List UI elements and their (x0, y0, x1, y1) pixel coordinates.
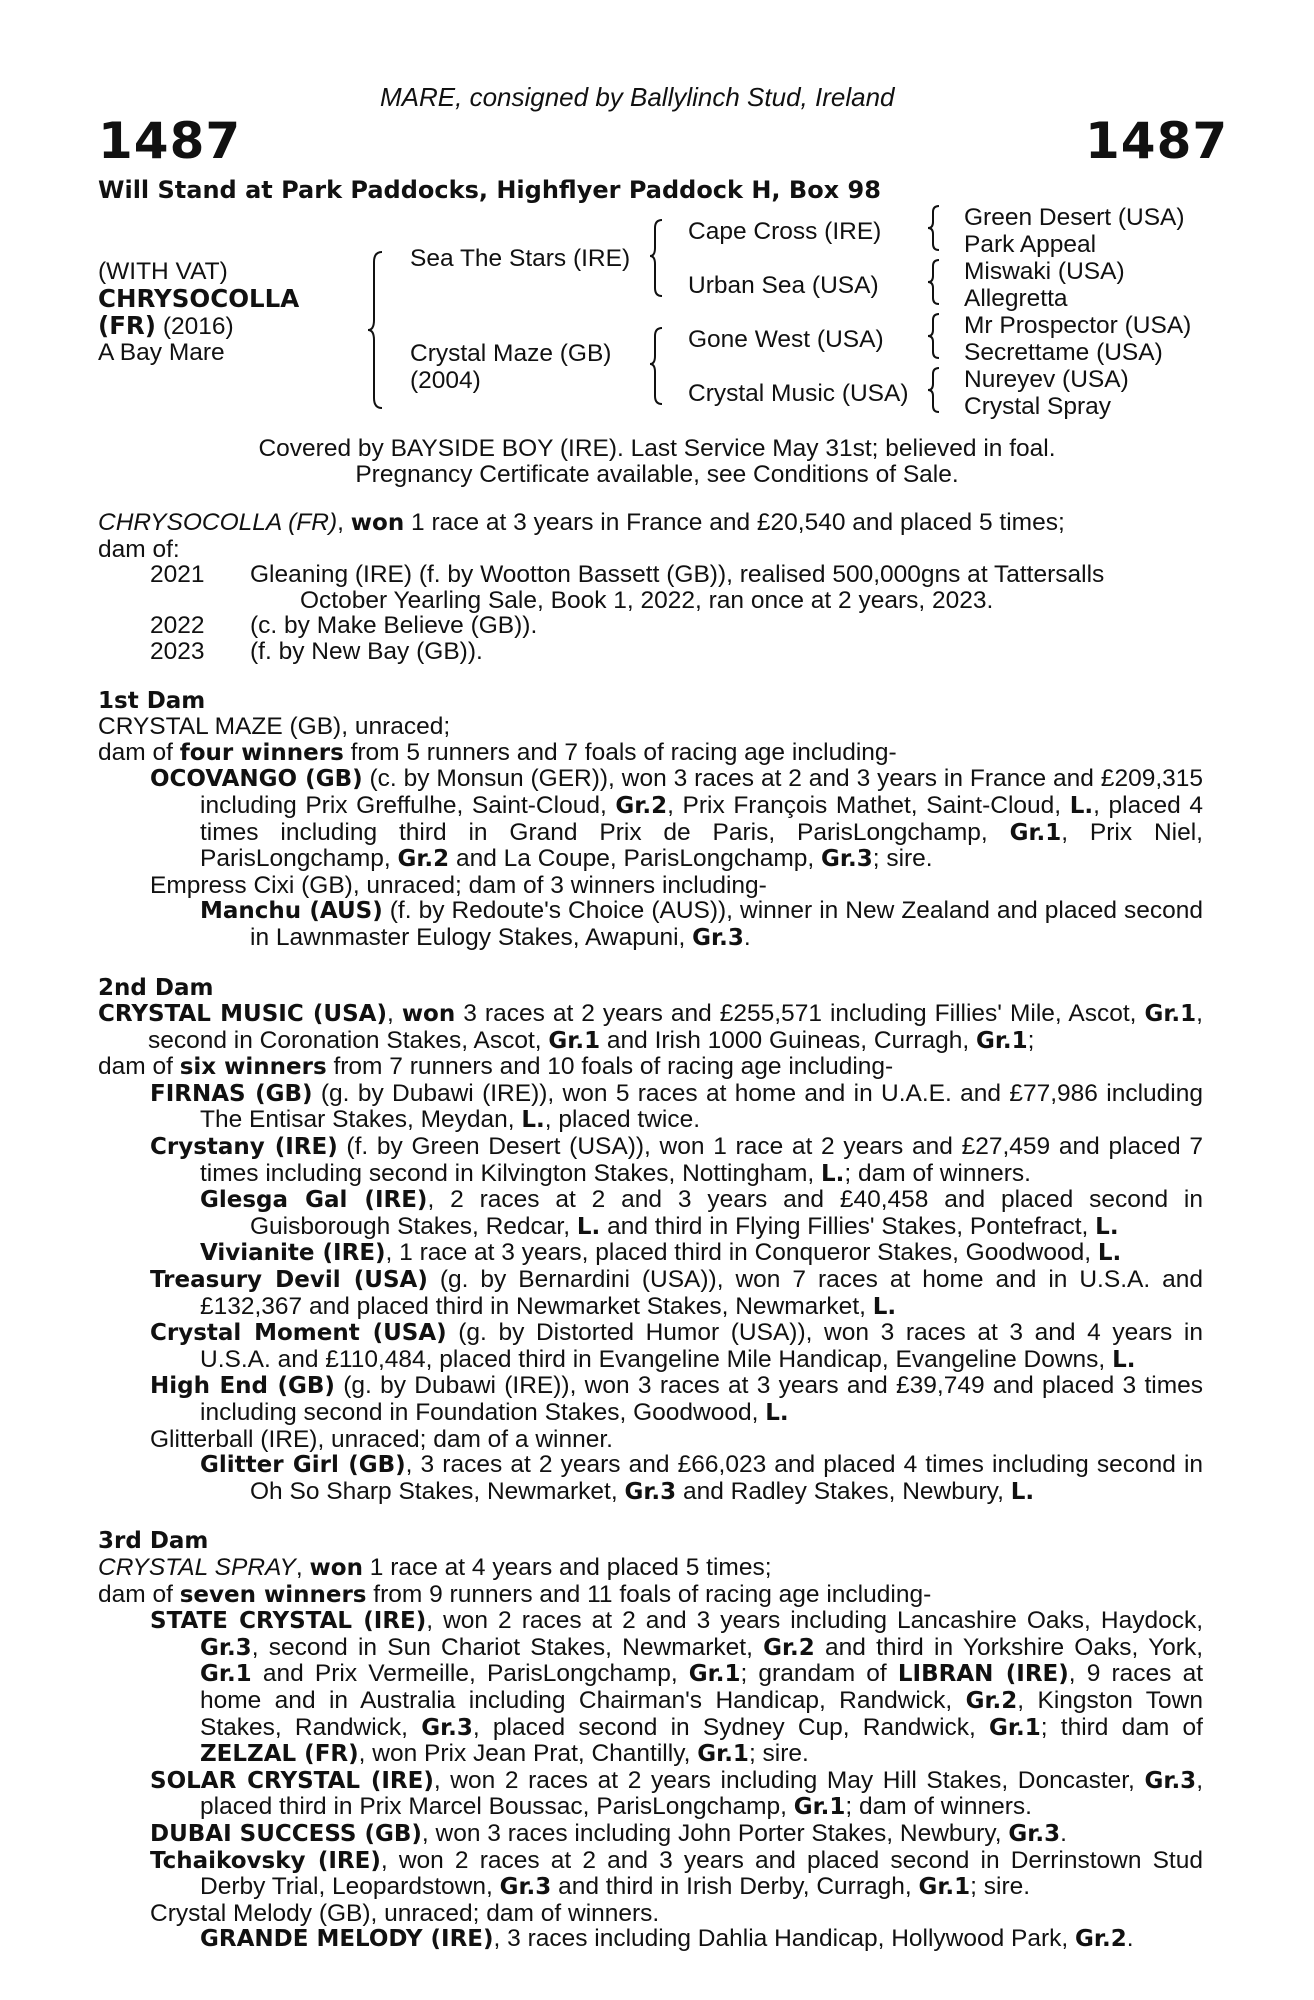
foal-2021: 2021 Gleaning (IRE) (f. by Wootton Bassett (GB)), realised 500,000gns at Tattersalls October Yearling Sale, Book 1, 2022, ran once at 2 years, 2023. (150, 561, 1105, 614)
granddam-2: Crystal Music (USA) (688, 380, 909, 407)
pedigree-bracket-dam (650, 326, 668, 406)
entry-firnas: FIRNAS (GB) (g. by Dubawi (IRE)), won 5 races at home and in U.A.E. and £77,986 including The Entisar Stakes, Meydan, L., placed twice. (150, 1079, 1203, 1134)
entry-state-crystal: STATE CRYSTAL (IRE), won 2 races at 2 and 3 years including Lancashire Oaks, Haydock, Gr.3, second in Sun Chariot Stakes, Newmarket, Gr.2 and third in Yorkshire Oaks, York, Gr.1 and Prix Vermeille, ParisLongchamp, Gr.1; grandam of LIBRAN (IRE), 9 races at home and in Australia including Chairman's Handicap, Randwick, Gr.2, Kingston Town Stakes, Randwick, Gr.3, placed second in Sydney Cup, Randwick, Gr.1; third dam of ZELZAL (FR), won Prix Jean Prat, Chantilly, Gr.1; sire. (150, 1607, 1204, 1768)
entry-ocovango: OCOVANGO (GB) (c. by Monsun (GER)), won 3 races at 2 and 3 years in France and £209,315 including Prix Greffulhe, Saint-Cloud, Gr.2, Prix François Mathet, Saint-Cloud, L., placed 4 times including third in Grand Prix de Paris, ParisLongchamp, Gr.1, Prix Niel, ParisLongchamp, Gr.2 and La Coupe, ParisLongchamp, Gr.3; sire. (150, 765, 1203, 873)
second-dam-produce: dam of six winners from 7 runners and 10 foals of racing age including- (98, 1053, 894, 1081)
entry-glitterball: Glitterball (IRE), unraced; dam of a winner. (150, 1425, 613, 1453)
entry-crystal-moment: Crystal Moment (USA) (g. by Distorted Humor (USA)), won 3 races at 3 and 4 years in U.S.A. and £110,484, placed third in Evangeline Mile Handicap, Evangeline Downs, L. (150, 1319, 1203, 1373)
grandsire-1: Cape Cross (IRE) (688, 218, 882, 245)
entry-manchu: Manchu (AUS) (f. by Redoute's Choice (AUS)), winner in New Zealand and placed second in Lawnmaster Eulogy Stakes, Awapuni, Gr.3. (200, 897, 1203, 951)
dam-year: (2004) (410, 367, 481, 394)
pedigree-bracket-g3 (928, 312, 944, 360)
vat-note: (WITH VAT) (98, 258, 228, 285)
covering-line-1: Covered by BAYSIDE BOY (IRE). Last Service May 31st; believed in foal. (258, 435, 1056, 462)
entry-crystal-melody: Crystal Melody (GB), unraced; dam of winners. (150, 1899, 660, 1927)
consignment-line: MARE, consigned by Ballylinch Stud, Ireland (380, 82, 895, 112)
pedigree-bracket-g2 (928, 258, 944, 306)
second-dam-heading: 2nd Dam (98, 974, 214, 1001)
pedigree-bracket-g4 (928, 366, 944, 414)
ancestor-4: Allegretta (964, 285, 1068, 312)
ancestor-7: Nureyev (USA) (964, 366, 1129, 393)
foal-2022: 2022 (c. by Make Believe (GB)). (150, 612, 538, 640)
third-dam-produce: dam of seven winners from 9 runners and 11 foals of racing age including- (98, 1580, 932, 1608)
entry-crystany: Crystany (IRE) (f. by Green Desert (USA)), won 1 race at 2 years and £27,459 and placed 7 times including second in Kilvington Stakes, Nottingham, L.; dam of winners. (150, 1133, 1203, 1187)
produce-dam-of: dam of: (98, 535, 180, 563)
foal-2023: 2023 (f. by New Bay (GB)). (150, 637, 483, 665)
ancestor-5: Mr Prospector (USA) (964, 312, 1192, 339)
produce-record: CHRYSOCOLLA (FR), won 1 race at 3 years in France and £20,540 and placed 5 times; (98, 509, 1065, 536)
entry-crystal-spray: CRYSTAL SPRAY, won 1 race at 4 years and placed 5 times; (98, 1553, 772, 1581)
entry-glesga-gal: Glesga Gal (IRE), 2 races at 2 and 3 years and £40,458 and placed second in Guisborough Stakes, Redcar, L. and third in Flying Fillies' Stakes, Pontefract, L. (200, 1186, 1204, 1240)
horse-description: A Bay Mare (98, 339, 225, 366)
horse-origin-year (98, 312, 234, 340)
horse-origin: (FR) (98, 311, 156, 340)
first-dam-line: CRYSTAL MAZE (GB), unraced; (98, 713, 451, 741)
catalogue-body (98, 510, 1203, 1953)
first-dam-produce: dam of four winners from 5 runners and 7 foals of racing age including- (98, 738, 897, 766)
entry-glitter-girl: Glitter Girl (GB), 3 races at 2 years and £66,023 and placed 4 times including second in Oh So Sharp Stakes, Newmarket, Gr.3 and Radley Stakes, Newbury, L. (200, 1451, 1204, 1505)
entry-high-end: High End (GB) (g. by Dubawi (IRE)), won 3 races at 3 years and £39,749 and placed 3 times including second in Foundation Stakes, Goodwood, L. (150, 1372, 1203, 1426)
lot-number-right: 1487 (1085, 112, 1229, 170)
first-dam-heading: 1st Dam (98, 687, 206, 714)
ancestor-3: Miswaki (USA) (964, 258, 1125, 285)
stand-location: Will Stand at Park Paddocks, Highflyer Paddock H, Box 98 (98, 176, 881, 204)
ancestor-8: Crystal Spray (964, 393, 1112, 420)
entry-grande-melody: GRANDE MELODY (IRE), 3 races including Dahlia Handicap, Hollywood Park, Gr.2. (200, 1925, 1134, 1953)
dam-name: Crystal Maze (GB) (410, 340, 612, 367)
grandsire-2: Gone West (USA) (688, 326, 884, 353)
ancestor-6: Secrettame (USA) (964, 339, 1163, 366)
horse-name: CHRYSOCOLLA (98, 284, 300, 313)
ancestor-1: Green Desert (USA) (964, 204, 1185, 231)
sire-name: Sea The Stars (IRE) (410, 245, 631, 272)
pedigree-bracket-g1 (928, 204, 944, 252)
ancestor-2: Park Appeal (964, 231, 1097, 258)
granddam-1: Urban Sea (USA) (688, 272, 879, 299)
third-dam-heading: 3rd Dam (98, 1528, 209, 1555)
entry-treasury-devil: Treasury Devil (USA) (g. by Bernardini (USA)), won 7 races at home and in U.S.A. and £132,367 and placed third in Newmarket Stakes, Newmarket, L. (150, 1266, 1204, 1320)
entry-vivianite: Vivianite (IRE), 1 race at 3 years, placed third in Conqueror Stakes, Goodwood, L. (200, 1239, 1122, 1267)
horse-year: (2016) (162, 313, 234, 340)
pedigree-bracket-sire (650, 218, 668, 298)
entry-empress-cixi: Empress Cixi (GB), unraced; dam of 3 winners including- (150, 871, 767, 899)
entry-solar-crystal: SOLAR CRYSTAL (IRE), won 2 races at 2 years including May Hill Stakes, Doncaster, Gr.3, placed third in Prix Marcel Boussac, ParisLongchamp, Gr.1; dam of winners. (150, 1766, 1203, 1821)
entry-dubai-success: DUBAI SUCCESS (GB), won 3 races including John Porter Stakes, Newbury, Gr.3. (150, 1819, 1067, 1847)
covering-line-2: Pregnancy Certificate available, see Conditions of Sale. (355, 461, 959, 488)
entry-crystal-music: CRYSTAL MUSIC (USA), won 3 races at 2 years and £255,571 including Fillies' Mile, Ascot, Gr.1, second in Coronation Stakes, Ascot, Gr.1 and Irish 1000 Guineas, Curragh, Gr.1; (98, 1000, 1203, 1054)
entry-tchaikovsky: Tchaikovsky (IRE), won 2 races at 2 and 3 years and placed second in Derrinstown Stud Derby Trial, Leopardstown, Gr.3 and third in Irish Derby, Curragh, Gr.1; sire. (150, 1846, 1203, 1901)
lot-number-left: 1487 (98, 112, 242, 170)
pedigree-bracket-main (368, 250, 388, 410)
